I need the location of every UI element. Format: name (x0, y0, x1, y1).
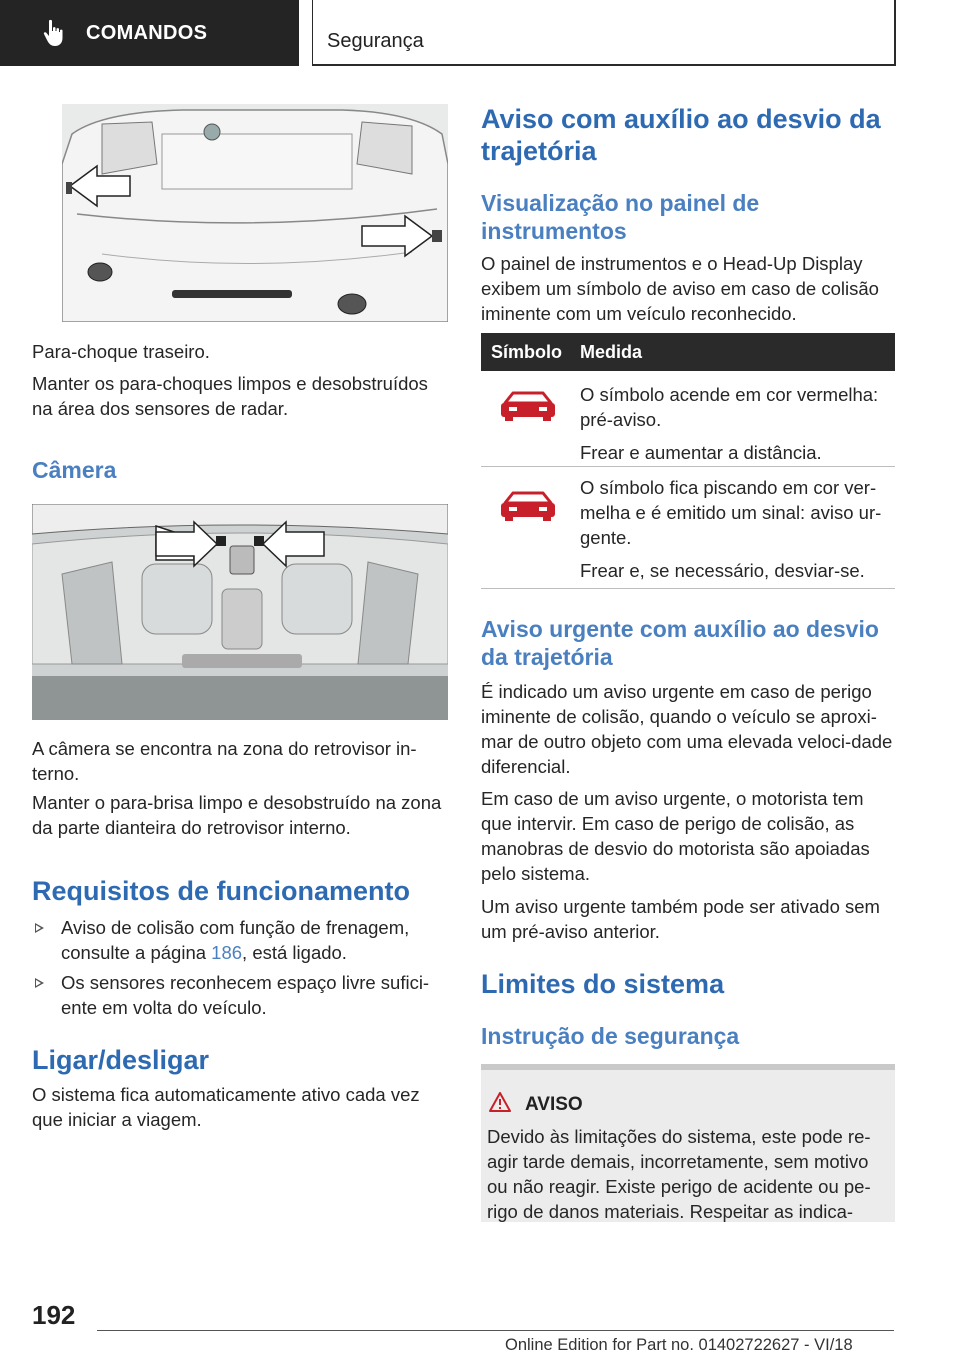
onoff-heading: Ligar/desligar (32, 1045, 210, 1075)
section-tab (0, 0, 299, 66)
table-row (481, 371, 895, 467)
col-symbol-header: Símbolo (491, 342, 562, 362)
action-line: Frear e, se necessário, desviar-se. (580, 560, 865, 581)
onoff-text: O sistema fica automaticamente ativo cada vez que iniciar a viagem. (32, 1084, 420, 1130)
symbol-table (481, 333, 895, 589)
camera-text: Manter o para-brisa limpo e desobstruído na zona da parte dianteira do retrovisor interno. (32, 792, 442, 838)
camera-heading: Câmera (32, 457, 117, 483)
table-header (481, 333, 895, 371)
section-title: COMANDOS (86, 21, 208, 44)
hand-pointer-icon (42, 19, 66, 47)
safety-heading: Instrução de segurança (481, 1023, 740, 1049)
limits-heading: Limites do sistema (481, 969, 725, 999)
bullet-text: Os sensores reconhecem espaço livre sufici-ente em volta do veículo. (61, 972, 430, 1018)
chapter-tab (312, 0, 896, 66)
display-text: O painel de instrumentos e o Head-Up Display exibem um símbolo de aviso em caso de colisão iminente com um veículo reconhecido. (481, 253, 879, 324)
main-heading: Aviso com auxílio ao desvio da trajetória (481, 104, 881, 166)
footer-divider (97, 1330, 894, 1331)
display-heading: Visualização no painel de instrumentos (481, 190, 760, 244)
requirements-heading: Requisitos de funcionamento (32, 876, 411, 906)
bullet-triangle-icon (35, 923, 44, 933)
camera-interior-illustration (32, 504, 448, 720)
warning-box (481, 1064, 895, 1222)
urgent-heading: Aviso urgente com auxílio ao desvio da trajetória (481, 616, 879, 670)
list-item (32, 915, 452, 965)
action-line: Frear e aumentar a distância. (580, 442, 822, 463)
list-item (32, 970, 452, 1020)
action-cell (580, 475, 895, 583)
bumper-caption: Para-choque traseiro. (32, 341, 210, 362)
urgent-text-3: Um aviso urgente também pode ser ativado sem um pré-aviso anterior. (481, 896, 880, 942)
warning-text: Devido às limitações do sistema, este pode re-agir tarde demais, incorretamente, sem motivo ou não reagir. Existe perigo de acidente ou pe-rigo de danos materiais. Respeitar as indica- (487, 1126, 871, 1222)
edition-note: Online Edition for Part no. 01402722627 - VI/18 (505, 1336, 853, 1354)
bullet-triangle-icon (35, 978, 44, 988)
rear-bumper-illustration (62, 104, 448, 322)
bullet-text-end: , está ligado. (242, 942, 347, 963)
bullet-text: Aviso de colisão com função de frenagem, consulte a página (61, 917, 410, 963)
urgent-text-1: É indicado um aviso urgente em caso de perigo iminente de colisão, quando o veículo se aproxi-mar de outro objeto com uma elevada veloci-dade diferencial. (481, 681, 893, 777)
car-warning-icon (495, 389, 561, 429)
camera-caption: A câmera se encontra na zona do retrovisor in-terno. (32, 738, 417, 784)
car-warning-icon (495, 489, 561, 529)
warning-title: AVISO (525, 1094, 583, 1115)
table-row (481, 467, 895, 589)
action-line: O símbolo fica piscando em cor ver-melha e é emitido um sinal: aviso ur-gente. (580, 477, 882, 548)
chapter-title: Segurança (327, 30, 424, 52)
action-cell (580, 382, 895, 465)
urgent-text-2: Em caso de um aviso urgente, o motorista tem que intervir. Em caso de perigo de colisão, as manobras de desvio do motorista são apoiadas pelo sistema. (481, 788, 870, 884)
col-action-header: Medida (580, 342, 643, 362)
warning-triangle-icon (489, 1092, 511, 1112)
action-line: O símbolo acende em cor vermelha: pré-aviso. (580, 384, 879, 430)
page-link[interactable]: 186 (211, 942, 243, 963)
bumper-text: Manter os para-choques limpos e desobstruídos na área dos sensores de radar. (32, 373, 428, 419)
page-number: 192 (32, 1300, 76, 1330)
